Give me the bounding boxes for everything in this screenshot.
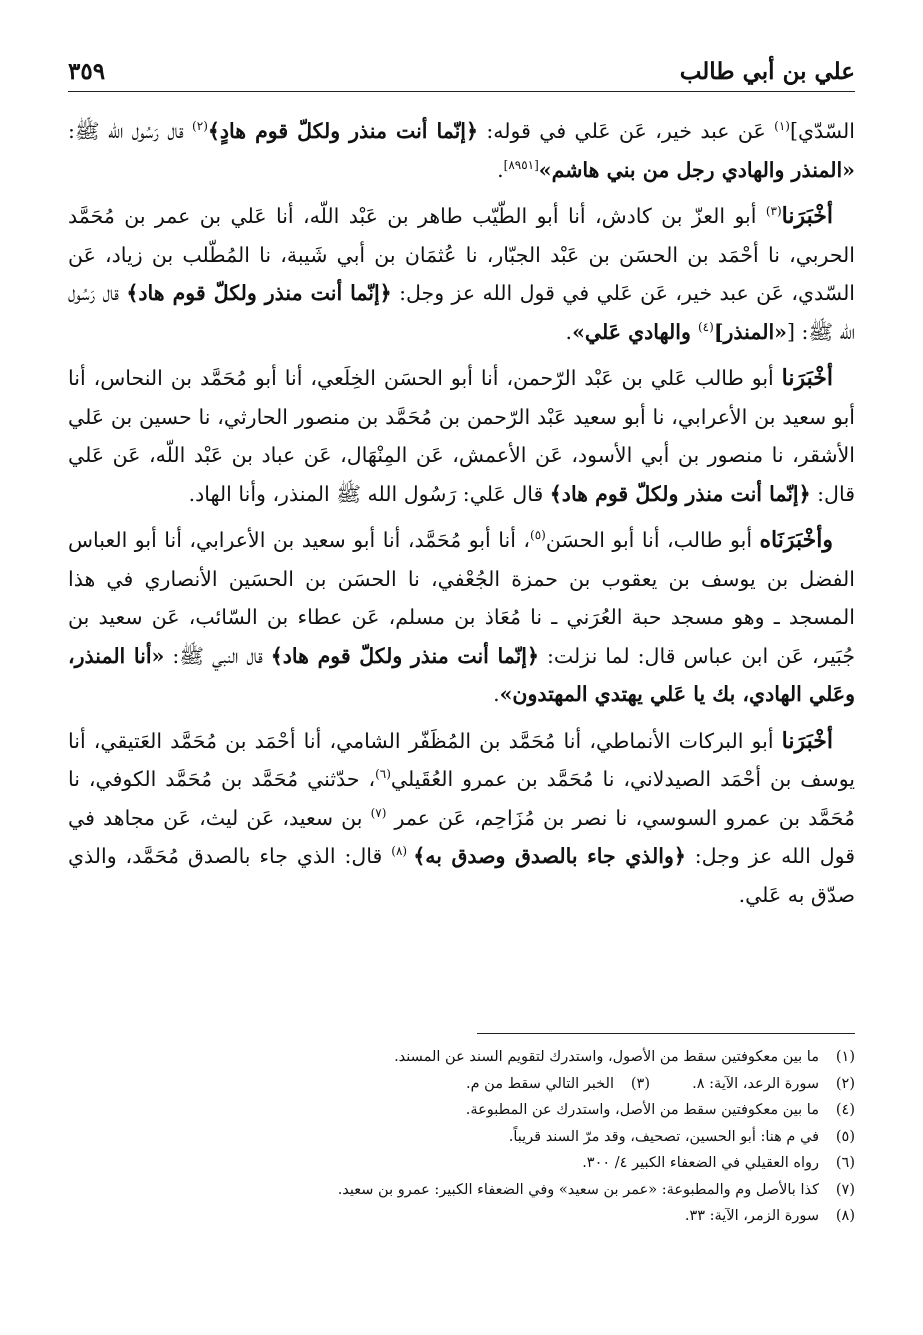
hadith-quote: «المنذر] xyxy=(713,319,787,344)
footnote-text: سورة الرعد، الآية: ٨. xyxy=(692,1075,819,1092)
text-run: أبو البركات الأنماطي، أنا مُحَمَّد بن المُظَفّر الشامي، أنا أحْمَد بن مُحَمَّد العَتيقي، أنا يوسف بن أحْمَد الصيدلاني، نا مُحَمَّد بن عمرو العُقَيلي xyxy=(68,728,855,791)
footnote-ref: (٥) xyxy=(530,528,546,543)
footnote-ref: (١) xyxy=(774,119,790,134)
footnote-number: (٤) xyxy=(835,1102,855,1118)
footnotes xyxy=(68,1044,855,1230)
text-run: عَن عبد خير، عَن عَلي في قوله: xyxy=(477,119,775,143)
paragraph-2 xyxy=(68,197,855,351)
running-title: علي بن أبي طالب xyxy=(679,58,855,85)
footnote-number: (٥) xyxy=(835,1128,855,1145)
footnote-divider xyxy=(477,1033,855,1034)
footnote-text: الخبر التالي سقط من م. xyxy=(465,1075,614,1092)
footnote-item xyxy=(445,1071,650,1098)
narration-keyword: أخْبَرَنا xyxy=(781,365,833,391)
footnote-ref: (٧) xyxy=(370,805,387,820)
quran-quote: ﴿إنّما أنت منذر ولكلّ قوم هاد﴾ xyxy=(126,281,392,305)
page-header xyxy=(68,52,855,92)
footnote-number: (١) xyxy=(835,1049,855,1065)
paragraph-5 xyxy=(68,722,855,915)
quran-quote: ﴿إنّما أنت منذر ولكلّ قوم هاد﴾ xyxy=(270,643,540,668)
footnote-number: (٢) xyxy=(835,1075,855,1092)
footnote-text: ما بين معكوفتين سقط من الأصل، واستدرك عن المطبوعة. xyxy=(465,1102,819,1118)
paragraph-4 xyxy=(68,521,855,714)
footnote-item xyxy=(650,1071,855,1098)
hadith-number: [٨٩٥١] xyxy=(503,157,539,172)
text-run: ، أنا أبو مُحَمَّد، أنا أبو سعيد بن الأعرابي، أنا أبو العباس الفضل بن يوسف بن يعقوب بن حمزة الجُعْفي، نا الحسَن بن الحسَين الأنصاري في هذا المسجد ـ وهو مسجد حبة العُرَني ـ نا مُعَاذ بن مسلم، عَن عطاء بن السّائب، عَن سعيد بن جُبَير، عَن ابن عباس قال: لما نزلت: xyxy=(68,528,856,668)
quran-quote: ﴿إنّما أنت منذر ولكلّ قوم هاد﴾ xyxy=(549,481,811,506)
text-run: . xyxy=(493,682,500,706)
text-run: أبو طالب عَلي بن عَبْد الرّحمن، أنا أبو الحسَن الخِلَعي، أنا أبو مُحَمَّد بن النحاس، أنا أبو سعيد بن الأعرابي، نا أبو سعيد عَبْد الرّحمن بن مُحَمَّد بن منصور الحارثي، نا حسين بن عَلي الأشقر، نا منصور بن أبي الأسود، عَن الأعمش، عَن المِنْهَال، عَن عباد بن عَبْد اللّه، عَن عَلي قال: xyxy=(68,366,855,506)
footnote-item xyxy=(68,1177,855,1204)
text-run: قال رَسُول الله ﷺ: [ xyxy=(68,281,855,344)
text-run: قال: الذي جاء بالصدق مُحَمَّد، والذي صدّق به عَلي. xyxy=(68,844,855,907)
main-text xyxy=(68,112,855,922)
footnote-text: رواه العقيلي في الضعفاء الكبير ٤/ ٣٠٠. xyxy=(582,1155,819,1171)
quran-quote: ﴿إنّما أنت منذر ولكلّ قوم هادٍ﴾ xyxy=(207,119,478,143)
footnote-number: (٨) xyxy=(835,1208,855,1224)
footnote-text: في م هنا: أبو الحسين، تصحيف، وقد مرّ السند قريباً. xyxy=(508,1128,819,1145)
paragraph-3 xyxy=(68,359,855,513)
footnote-text: ما بين معكوفتين سقط من الأصول، واستدرك لتقويم السند عن المسند. xyxy=(394,1049,819,1065)
footnote-ref: (٢) xyxy=(192,119,208,134)
footnote-number: (٦) xyxy=(835,1155,855,1171)
page-number: ٣٥٩ xyxy=(68,58,106,85)
footnote-row xyxy=(68,1071,855,1098)
text-run: . xyxy=(565,319,573,344)
narration-keyword: أخْبَرَنا xyxy=(781,203,833,229)
text-run: قال النبي ﷺ: xyxy=(164,643,271,668)
hadith-quote: «أنا المنذر، وعَلي الهادي، بك يا عَلي يهتدي المهتدون» xyxy=(68,643,855,706)
quran-quote: ﴿والذي جاء بالصدق وصدق به﴾ xyxy=(413,844,686,868)
text-run: ، حدّثني مُحَمَّد بن مُحَمَّد الكوفي، نا مُحَمَّد بن عمرو السوسي، نا نصر بن مُزَاحِم، عَن عمر xyxy=(68,767,855,830)
narration-keyword: أخْبَرَنا xyxy=(781,727,833,754)
footnote-number: (٣) xyxy=(630,1075,650,1092)
narration-keyword: وأخْبَرَنَاه xyxy=(759,527,833,553)
footnote-ref: (٣) xyxy=(765,204,782,219)
footnote-ref: (٤) xyxy=(697,319,714,334)
footnote-text: كذا بالأصل وم والمطبوعة: «عمر بن سعيد» وفي الضعفاء الكبير: عمرو بن سعيد. xyxy=(337,1181,819,1198)
text-run: بن سعيد، عَن ليث، عَن مجاهد في قول الله عز وجل: xyxy=(68,805,855,868)
text-run: أبو العزّ بن كادش، أنا أبو الطّيّب طاهر بن عَبْد اللّه، أنا عَلي بن عمر بن مُحَمَّد الحربي، نا أحْمَد بن الحسَن بن عَبْد الجبّار، نا عُثمَان بن أبي شَيبة، نا المُطّلب بن زياد، عَن السّدي، عَن عبد خير، عَن عَلي في قول الله عز وجل: xyxy=(68,204,856,305)
text-run: قال رَسُول الله ﷺ: xyxy=(68,119,193,143)
footnote-number: (٧) xyxy=(835,1181,855,1198)
text-run: . xyxy=(497,157,504,182)
hadith-quote: والهادي عَلي» xyxy=(572,319,698,344)
paragraph-1 xyxy=(68,112,855,189)
footnote-text: سورة الزمر، الآية: ٣٣. xyxy=(684,1208,819,1224)
text-run: السّدّي] xyxy=(789,119,855,143)
text-run: قال عَلي: رَسُول الله ﷺ المنذر، وأنا الهاد. xyxy=(188,481,550,506)
footnote-item xyxy=(68,1124,855,1151)
footnote-ref: (٨) xyxy=(391,844,414,859)
footnote-item xyxy=(68,1044,855,1071)
footnote-item xyxy=(68,1150,855,1177)
footnote-item xyxy=(68,1203,855,1230)
hadith-quote: «المنذر والهادي رجل من بني هاشم» xyxy=(538,157,855,182)
footnote-ref: (٦) xyxy=(375,767,391,782)
footnote-item xyxy=(68,1097,855,1124)
text-run: أبو طالب، أنا أبو الحسَن xyxy=(545,528,760,552)
